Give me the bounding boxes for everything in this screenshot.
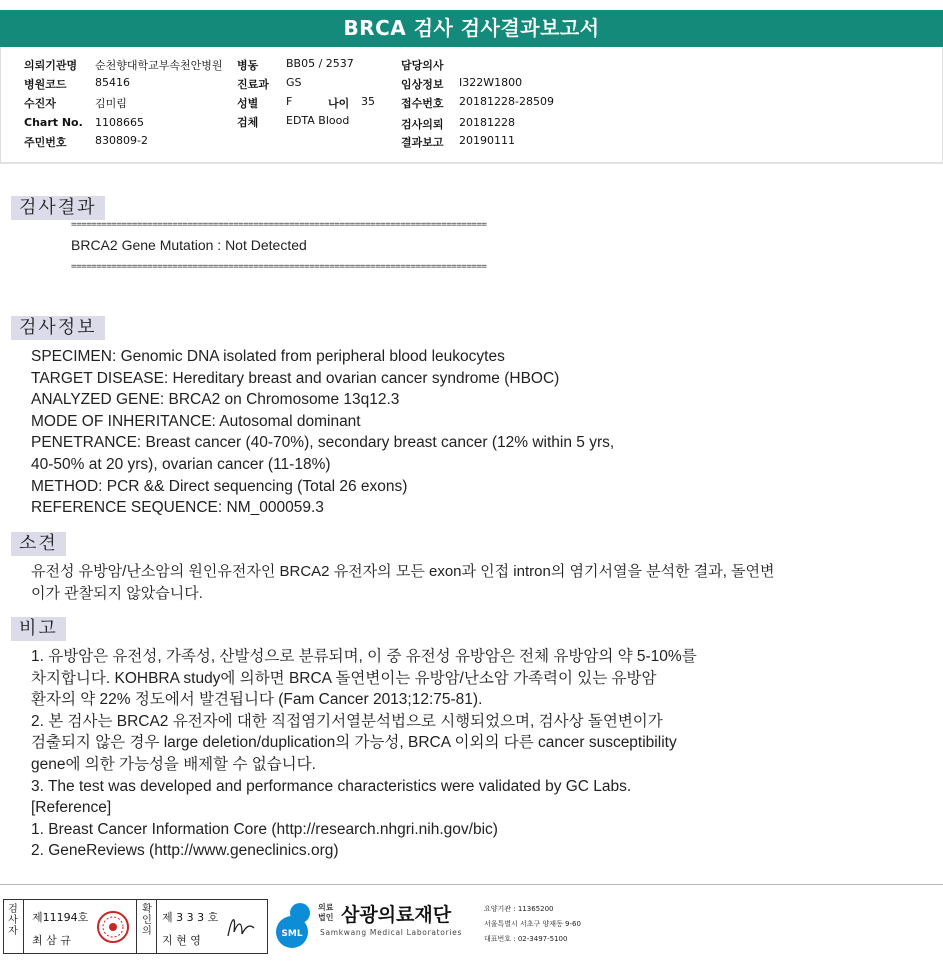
confirm-label: 확인의 — [142, 904, 152, 937]
footer-divider — [0, 884, 943, 885]
sml-logo-icon — [272, 901, 318, 951]
remarks-line: 2. 본 검사는 BRCA2 유전자에 대한 직접염기서열분석법으로 시행되었으며, 검사상 돌연변이가 — [31, 712, 663, 730]
request-value: 20181228 — [459, 116, 515, 129]
rrn-value: 830809-2 — [95, 134, 148, 147]
remarks-line: 검출되지 않은 경우 large deletion/duplication의 가능성, BRCA 이외의 다른 cancer susceptibility — [31, 734, 677, 752]
confirm-signature — [222, 908, 258, 944]
request-label: 검사의뢰 — [401, 118, 444, 131]
finding-block — [31, 561, 775, 604]
institution-label: 의뢰기관명 — [24, 59, 78, 72]
report-label: 결과보고 — [401, 136, 444, 149]
institution-value: 순천향대학교부속천안병원 — [95, 59, 223, 72]
chart-value: 1108665 — [95, 116, 144, 129]
org-contact — [484, 902, 581, 947]
org-name: 삼광의료재단 — [341, 904, 452, 926]
info-heading: 검사정보 — [11, 316, 105, 340]
rrn-label: 주민번호 — [24, 136, 67, 149]
info-line: ANALYZED GENE: BRCA2 on Chromosome 13q12.3 — [31, 391, 400, 409]
confirm-name: 지 현 영 — [162, 934, 201, 947]
confirm-number: 제 3 3 3 호 — [162, 911, 219, 924]
patient-label: 수진자 — [24, 97, 56, 110]
doctor-label: 담당의사 — [401, 59, 444, 72]
info-block — [31, 346, 614, 519]
finding-heading: 소견 — [11, 532, 66, 556]
remarks-line: [Reference] — [31, 799, 112, 817]
divider-top: ================================================================================== — [71, 220, 487, 230]
ward-label: 병동 — [237, 59, 259, 72]
receipt-label: 접수번호 — [401, 97, 444, 110]
finding-line: 이가 관찰되지 않았습니다. — [31, 584, 203, 602]
info-line: PENETRANCE: Breast cancer (40-70%), secondary breast cancer (12% within 5 yrs, — [31, 434, 615, 452]
org-name-en: Samkwang Medical Laboratories — [320, 928, 463, 937]
chart-label: Chart No. — [24, 116, 83, 129]
org-code: 요양기관 : 11365200 — [484, 905, 554, 913]
receipt-value: 20181228-28509 — [459, 95, 554, 108]
result-heading: 검사결과 — [11, 196, 105, 220]
ward-value: BB05 / 2537 — [286, 57, 354, 70]
org-prefix: 의료 법인 — [318, 903, 334, 922]
info-line: TARGET DISEASE: Hereditary breast and ovarian cancer syndrome (HBOC) — [31, 369, 560, 387]
clinical-label: 임상정보 — [401, 78, 444, 91]
result-text: BRCA2 Gene Mutation : Not Detected — [71, 237, 307, 253]
sex-label: 성별 — [237, 97, 259, 110]
remarks-line: gene에 의한 가능성을 배제할 수 없습니다. — [31, 755, 316, 773]
finding-line: 유전성 유방암/난소암의 원인유전자인 BRCA2 유전자의 모든 exon과 인접 intron의 염기서열을 분석한 결과, 돌연변 — [31, 563, 775, 580]
age-label: 나이 — [328, 97, 350, 110]
signature-box — [3, 899, 268, 954]
hospital-code-label: 병원코드 — [24, 78, 67, 91]
specimen-value: EDTA Blood — [286, 114, 350, 127]
tester-name: 최 삼 규 — [32, 934, 71, 947]
remarks-line: 3. The test was developed and performance characteristics were validated by GC Labs. — [31, 777, 632, 795]
info-line: 40-50% at 20 yrs), ovarian cancer (11-18%) — [31, 455, 331, 473]
info-line: METHOD: PCR && Direct sequencing (Total 26 exons) — [31, 477, 408, 495]
remarks-line: 2. GeneReviews (http://www.geneclinics.org) — [31, 842, 339, 860]
remarks-line: 1. 유방암은 유전성, 가족성, 산발성으로 분류되며, 이 중 유전성 유방암은 전체 유방암의 약 5-10%를 — [31, 648, 697, 665]
age-value: 35 — [361, 95, 375, 108]
org-address: 서울특별시 서초구 양재동 9-60 — [484, 920, 581, 928]
report-value: 20190111 — [459, 134, 515, 147]
tester-seal — [96, 910, 130, 944]
patient-value: 김미림 — [95, 97, 127, 110]
report-title: BRCA 검사 검사결과보고서 — [0, 10, 943, 47]
hospital-code-value: 85416 — [95, 76, 130, 89]
sex-value: F — [286, 95, 293, 108]
divider-bottom: ================================================================================== — [71, 262, 487, 272]
dept-label: 진료과 — [237, 78, 269, 91]
remarks-line: 환자의 약 22% 정도에서 발견됩니다 (Fam Cancer 2013;12:75-81). — [31, 691, 483, 709]
info-line: MODE OF INHERITANCE: Autosomal dominant — [31, 412, 361, 430]
org-phone: 대표번호 : 02-3497-5100 — [484, 935, 568, 943]
specimen-label: 검체 — [237, 116, 259, 129]
clinical-value: I322W1800 — [459, 76, 523, 89]
remarks-line: 1. Breast Cancer Information Core (http://research.nhgri.nih.gov/bic) — [31, 820, 498, 838]
remarks-block — [31, 646, 697, 862]
info-line: SPECIMEN: Genomic DNA isolated from peripheral blood leukocytes — [31, 348, 505, 365]
svg-text:SML: SML — [281, 929, 303, 939]
dept-value: GS — [286, 76, 302, 89]
remarks-heading: 비고 — [11, 617, 66, 641]
info-line: REFERENCE SEQUENCE: NM_000059.3 — [31, 499, 324, 517]
remarks-line: 차지합니다. KOHBRA study에 의하면 BRCA 돌연변이는 유방암/난소암 가족력이 있는 유방암 — [31, 669, 657, 687]
tester-number: 제11194호 — [32, 911, 89, 924]
tester-label: 검사자 — [8, 904, 18, 937]
